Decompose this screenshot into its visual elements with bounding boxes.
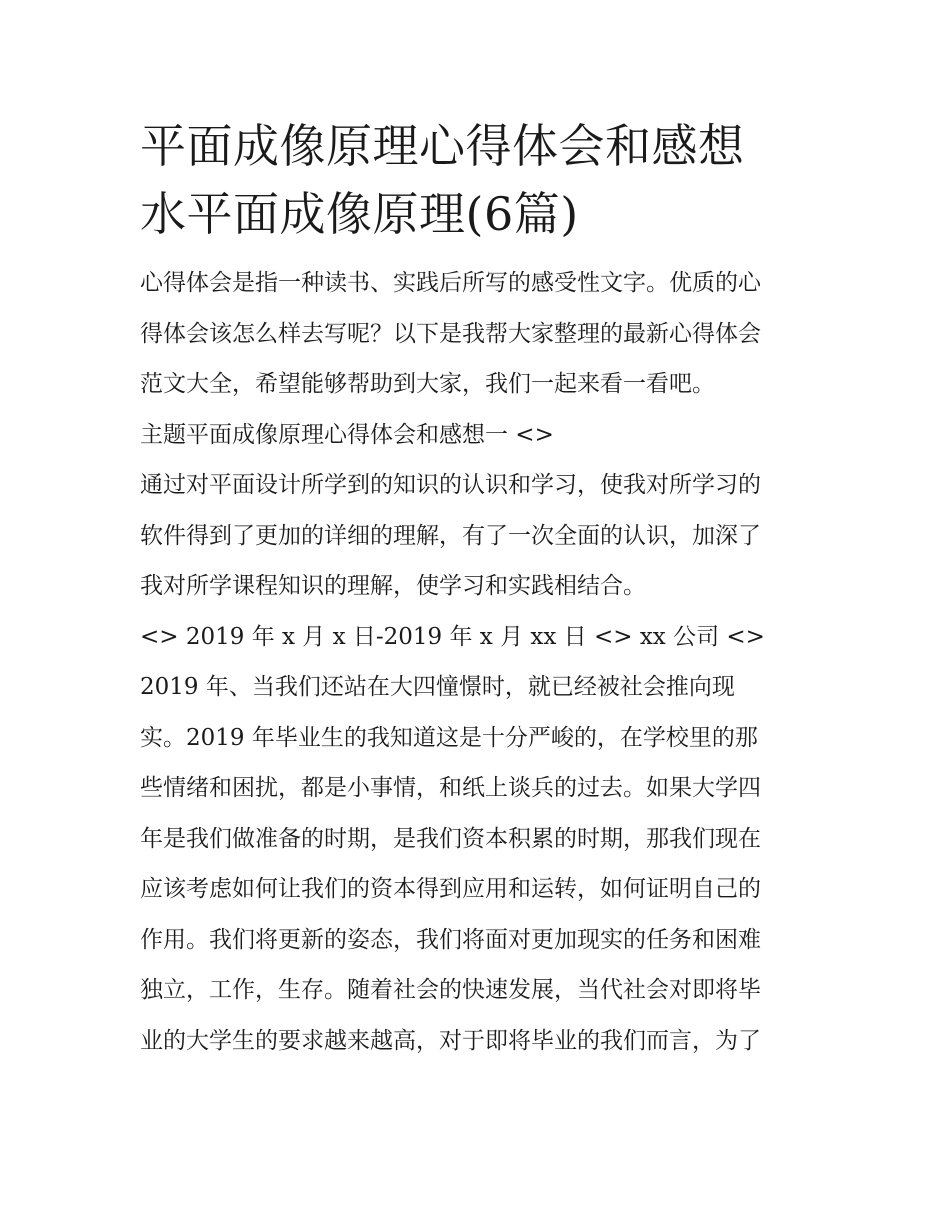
- text-line: 作用。我们将更新的姿态，我们将面对更加现实的任务和困难: [140, 926, 761, 953]
- title-line: 水平面成像原理(6篇): [140, 187, 579, 241]
- text-line: 我对所学课程知识的理解，使学习和实践相结合。: [140, 573, 646, 599]
- text-line: 独立，工作，生存。随着社会的快速发展，当代社会对即将毕: [140, 977, 761, 1003]
- document-title: [140, 112, 812, 248]
- text-line: 实。2019 年毕业生的我知道这是十分严峻的，在学校里的那: [140, 724, 758, 751]
- document-page: [140, 112, 812, 1066]
- text-line: 得体会该怎么样去写呢？以下是我帮大家整理的最新心得体会: [140, 320, 761, 347]
- text-line: 心得体会是指一种读书、实践后所写的感受性文字。优质的心: [140, 270, 761, 296]
- title-line: 平面成像原理心得体会和感想: [140, 119, 745, 173]
- text-line: 软件得到了更加的详细的理解，有了一次全面的认识，加深了: [140, 522, 761, 549]
- text-line: 范文大全，希望能够帮助到大家，我们一起来看一看吧。: [140, 371, 715, 397]
- section-heading: 主题平面成像原理心得体会和感想一 <>: [140, 421, 554, 448]
- text-line: 应该考虑如何让我们的资本得到应用和运转，如何证明自己的: [140, 876, 761, 902]
- date-line: <> 2019 年 x 月 x 日-2019 年 x 月 xx 日 <> xx 公司 <>: [140, 623, 765, 650]
- text-line: 些情绪和困扰，都是小事情，和纸上谈兵的过去。如果大学四: [140, 775, 761, 801]
- text-line: 通过对平面设计所学到的知识的认识和学习，使我对所学习的: [140, 472, 761, 498]
- text-line: 2019 年、当我们还站在大四憧憬时，就已经被社会推向现: [140, 674, 735, 700]
- text-line: 业的大学生的要求越来越高，对于即将毕业的我们而言，为了: [140, 1027, 761, 1054]
- text-line: 年是我们做准备的时期，是我们资本积累的时期，那我们现在: [140, 825, 761, 852]
- document-body: [140, 258, 812, 1066]
